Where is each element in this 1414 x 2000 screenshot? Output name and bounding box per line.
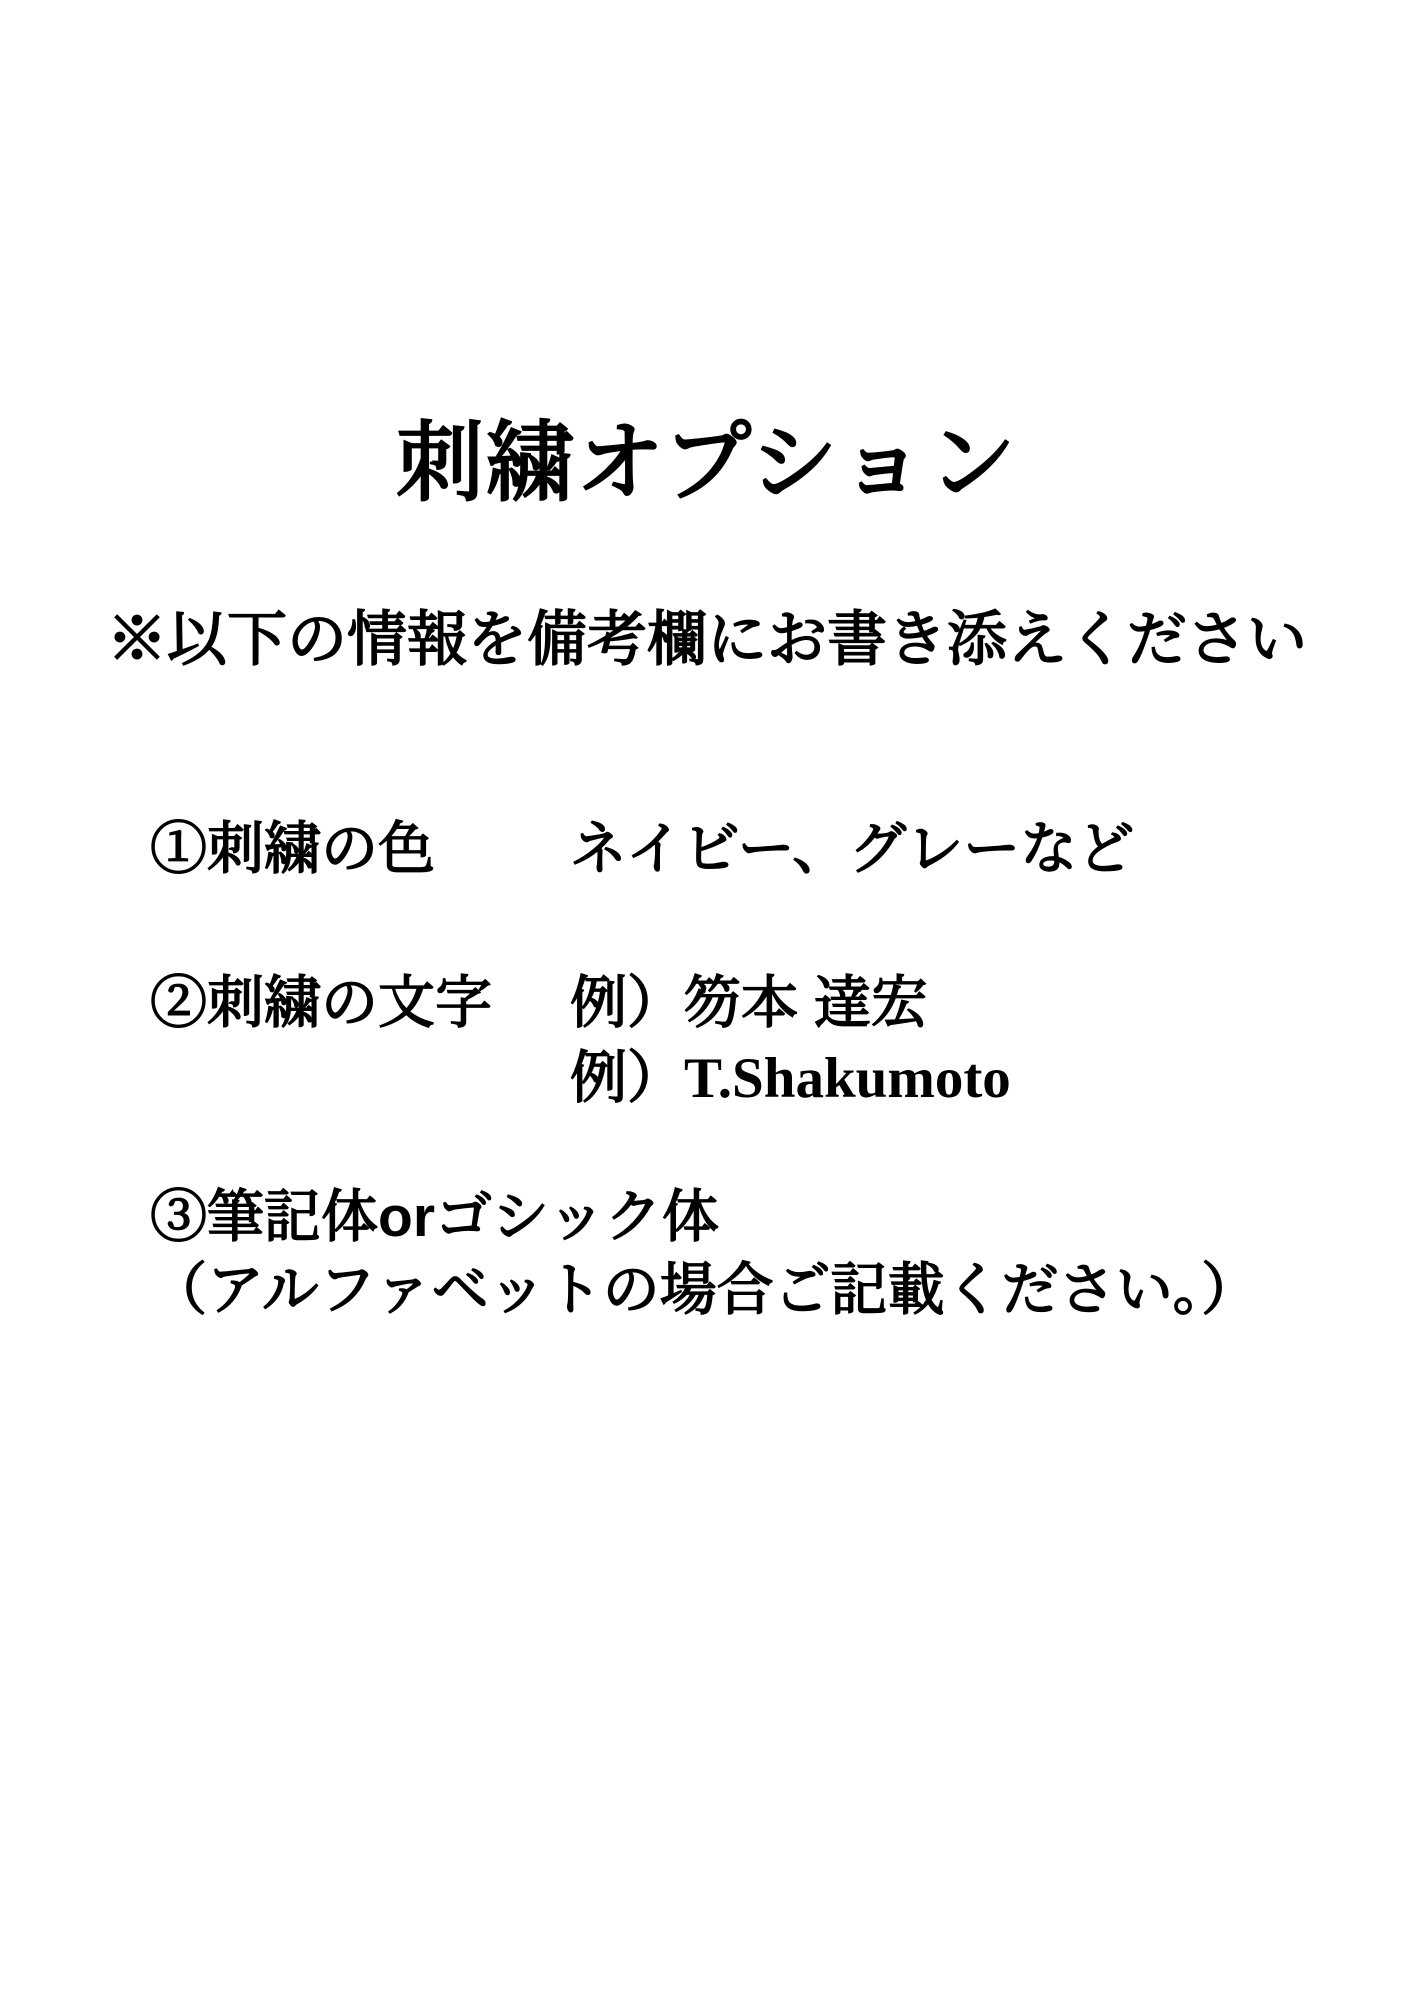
page-title: 刺繍オプション [395,413,1019,512]
option-2-value-romaji-row [570,1044,1310,1113]
option-2-value-japanese: 例）笏本 達宏 [570,971,928,1036]
list-item [150,1181,1310,1327]
option-1-value: ネイビー、グレーなど [570,817,1135,881]
option-2-value-romaji: T.Shakumoto [684,1046,1011,1110]
option-2-example-prefix: 例） [570,1045,684,1110]
option-3-label: ③筆記体orゴシック体 [150,1185,719,1250]
option-1-label: ①刺繍の色 [150,817,435,881]
option-3-note: （アルファベットの場合ご記載ください。） [150,1258,1259,1323]
option-2-label: ②刺繍の文字 [150,971,492,1036]
option-list [150,815,1310,1327]
list-item [150,969,1310,1037]
list-item [150,815,1310,883]
page-subtitle: ※以下の情報を備考欄にお書き添えください [107,606,1307,673]
